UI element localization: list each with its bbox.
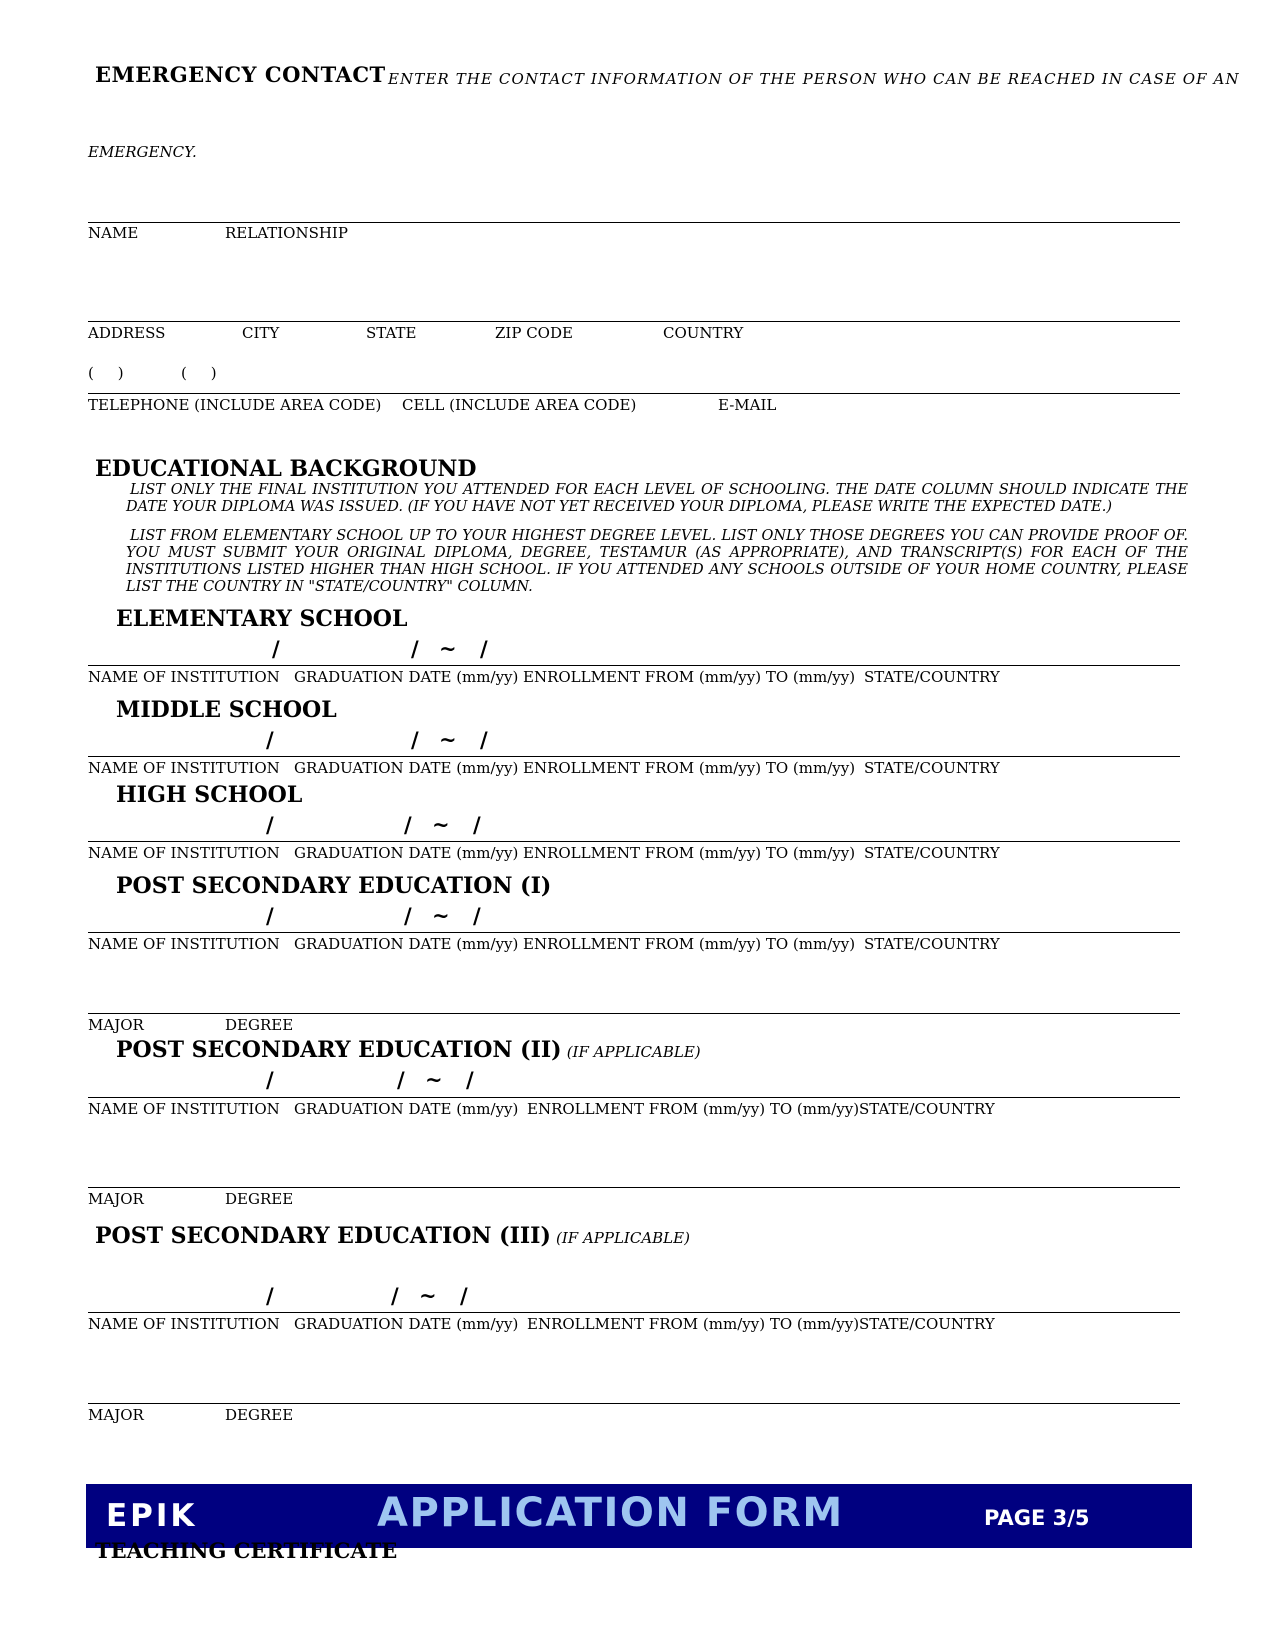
post2-line[interactable] [88,1097,1180,1098]
tilde: ~ [432,903,450,928]
col-institution: NAME OF INSTITUTION [88,668,280,686]
degree-label: DEGREE [225,1406,294,1424]
high-school-title: HIGH SCHOOL [116,782,303,808]
footer-page-number: PAGE 3/5 [984,1506,1090,1530]
slash: / [473,903,481,928]
name-line[interactable] [88,222,1180,223]
telephone-label: TELEPHONE (INCLUDE AREA CODE) [88,396,382,414]
degree-label: DEGREE [225,1190,294,1208]
slash: / [404,812,412,837]
elementary-school-title: ELEMENTARY SCHOOL [116,606,408,632]
major-label: MAJOR [88,1016,144,1034]
middle-school-title: MIDDLE SCHOOL [116,697,337,723]
telephone-area-paren: ( ) [88,364,124,382]
slash: / [397,1067,405,1092]
slash: / [266,812,274,837]
address-label: ADDRESS [88,324,166,342]
col-institution: NAME OF INSTITUTION [88,935,280,953]
col-state-country: STATE/COUNTRY [859,1100,995,1118]
post1-major-line[interactable] [88,1013,1180,1014]
tilde: ~ [432,812,450,837]
col-enrollment: ENROLLMENT FROM (mm/yy) TO (mm/yy) [523,668,856,686]
slash: / [266,727,274,752]
zip-code-label: ZIP CODE [495,324,573,342]
major-label: MAJOR [88,1406,144,1424]
footer-title: APPLICATION FORM [377,1490,844,1536]
slash: / [266,903,274,928]
col-institution: NAME OF INSTITUTION [88,1100,280,1118]
footer-brand: EPIK [106,1498,198,1534]
col-graduation: GRADUATION DATE (mm/yy) [294,1315,519,1333]
emergency-instruction: ENTER THE CONTACT INFORMATION OF THE PERSON WHO CAN BE REACHED IN CASE OF AN [388,70,1240,88]
slash: / [266,1067,274,1092]
tilde: ~ [425,1067,443,1092]
slash: / [460,1283,468,1308]
slash: / [473,812,481,837]
degree-label: DEGREE [225,1016,294,1034]
col-state-country: STATE/COUNTRY [864,668,1000,686]
elementary-line[interactable] [88,665,1180,666]
col-enrollment: ENROLLMENT FROM (mm/yy) TO (mm/yy) [523,935,856,953]
post3-line[interactable] [88,1312,1180,1313]
relationship-label: RELATIONSHIP [225,224,348,242]
slash: / [480,727,488,752]
post-secondary-3-title: POST SECONDARY EDUCATION (III) [95,1223,551,1249]
if-applicable-note: (IF APPLICABLE) [555,1229,690,1247]
slash: / [391,1283,399,1308]
tilde: ~ [419,1283,437,1308]
emergency-title: EMERGENCY CONTACT [95,62,386,87]
col-state-country: STATE/COUNTRY [864,935,1000,953]
emergency-instruction-cont: EMERGENCY. [88,143,197,161]
telephone-line[interactable] [88,393,1180,394]
state-label: STATE [366,324,417,342]
middle-line[interactable] [88,756,1180,757]
col-institution: NAME OF INSTITUTION [88,844,280,862]
slash: / [411,727,419,752]
col-state-country: STATE/COUNTRY [864,759,1000,777]
col-graduation: GRADUATION DATE (mm/yy) [294,844,519,862]
col-graduation: GRADUATION DATE (mm/yy) [294,759,519,777]
slash: / [272,636,280,661]
col-institution: NAME OF INSTITUTION [88,1315,280,1333]
post-secondary-2-title: POST SECONDARY EDUCATION (II) [116,1037,562,1063]
name-label: NAME [88,224,139,242]
slash: / [411,636,419,661]
col-graduation: GRADUATION DATE (mm/yy) [294,935,519,953]
col-enrollment: ENROLLMENT FROM (mm/yy) TO (mm/yy) [523,759,856,777]
city-label: CITY [242,324,280,342]
education-instruction-2: LIST FROM ELEMENTARY SCHOOL UP TO YOUR HIGHEST DEGREE LEVEL. LIST ONLY THOSE DEGREES YOU CAN PROVIDE PROOF OF. YOU MUST SUBMIT YOUR ORIGINAL DIPLOMA, DEGREE, TESTAMUR (AS APPROPRIATE), AND TRANSCRIPT(S) FOR EACH OF THE INSTITUTIONS LISTED HIGHER THAN HIGH SCHOOL. IF YOU ATTENDED ANY SCHOOLS OUTSIDE OF YOUR HOME COUNTRY, PLEASE LIST THE COUNTRY IN "STATE/COUNTRY" COLUMN. [126,528,1188,595]
col-graduation: GRADUATION DATE (mm/yy) [294,668,519,686]
slash: / [266,1283,274,1308]
post-secondary-3-header [95,1223,690,1249]
col-state-country: STATE/COUNTRY [859,1315,995,1333]
post1-line[interactable] [88,932,1180,933]
slash: / [404,903,412,928]
if-applicable-note: (IF APPLICABLE) [566,1043,701,1061]
col-enrollment: ENROLLMENT FROM (mm/yy) TO (mm/yy) [527,1100,860,1118]
education-instruction-1: LIST ONLY THE FINAL INSTITUTION YOU ATTENDED FOR EACH LEVEL OF SCHOOLING. THE DATE COLUMN SHOULD INDICATE THE DATE YOUR DIPLOMA WAS ISSUED. (IF YOU HAVE NOT YET RECEIVED YOUR DIPLOMA, PLEASE WRITE THE EXPECTED DATE.) [126,482,1188,515]
col-state-country: STATE/COUNTRY [864,844,1000,862]
cell-area-paren: ( ) [181,364,217,382]
post-secondary-2-header [116,1037,701,1063]
col-graduation: GRADUATION DATE (mm/yy) [294,1100,519,1118]
post-secondary-1-title: POST SECONDARY EDUCATION (I) [116,873,552,899]
tilde: ~ [439,636,457,661]
emergency-header [95,62,386,87]
post2-major-line[interactable] [88,1187,1180,1188]
tilde: ~ [439,727,457,752]
teaching-certificate-title: TEACHING CERTIFICATE [95,1538,398,1563]
post3-major-line[interactable] [88,1403,1180,1404]
col-enrollment: ENROLLMENT FROM (mm/yy) TO (mm/yy) [527,1315,860,1333]
email-label: E-MAIL [718,396,777,414]
slash: / [480,636,488,661]
slash: / [466,1067,474,1092]
major-label: MAJOR [88,1190,144,1208]
country-label: COUNTRY [663,324,744,342]
high-line[interactable] [88,841,1180,842]
col-enrollment: ENROLLMENT FROM (mm/yy) TO (mm/yy) [523,844,856,862]
address-line[interactable] [88,321,1180,322]
col-institution: NAME OF INSTITUTION [88,759,280,777]
educational-background-title: EDUCATIONAL BACKGROUND [95,456,477,482]
cell-label: CELL (INCLUDE AREA CODE) [402,396,637,414]
